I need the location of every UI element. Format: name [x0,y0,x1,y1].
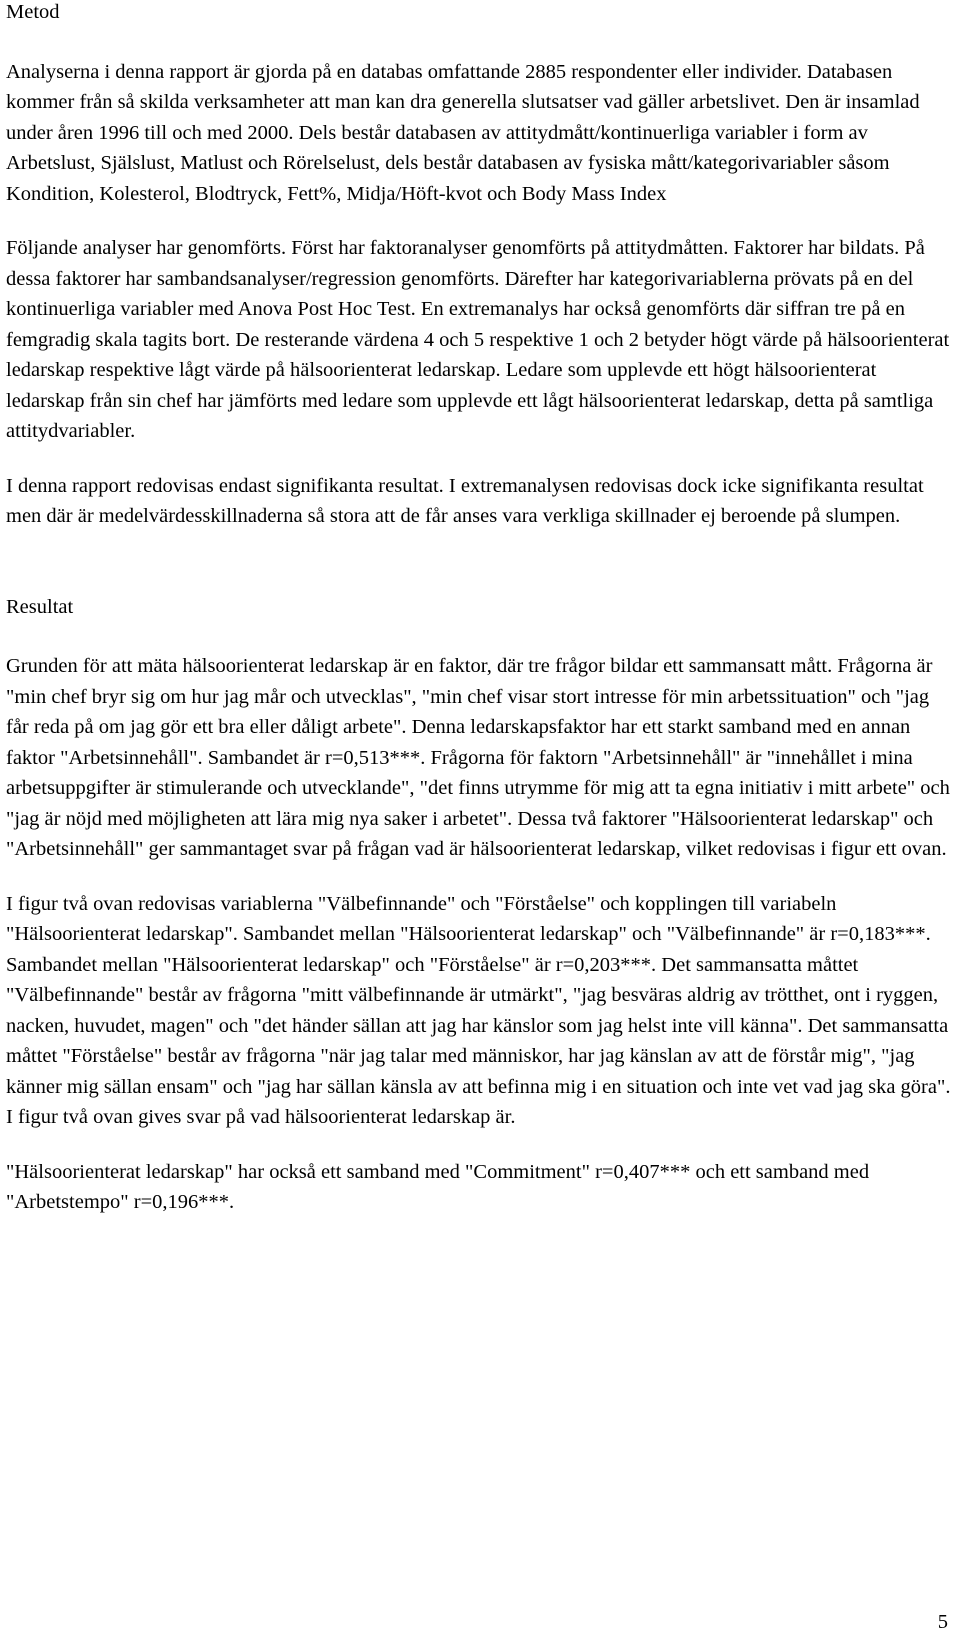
document-page [6,0,954,1218]
metod-paragraph-1: Analyserna i denna rapport är gjorda på en databas omfattande 2885 respondenter eller individer. Databasen kommer från så skilda verksamheter att man kan dra generella slutsatser vad gäller arbetslivet. Den är insamlad under åren 1996 till och med 2000. Dels består databasen av attitydmått/kontinuerliga variabler i form av Arbetslust, Själslust, Matlust och Rörelselust, dels består databasen av fysiska mått/kategorivariabler såsom Kondition, Kolesterol, Blodtryck, Fett%, Midja/Höft-kvot och Body Mass Index [6,60,920,205]
resultat-paragraph-2: I figur två ovan redovisas variablerna "Välbefinnande" och "Förståelse" och kopplingen till variabeln "Hälsoorienterat ledarskap". Sambandet mellan "Hälsoorienterat ledarskap" och "Välbefinnande" är r=0,183***. Sambandet mellan "Hälsoorienterat ledarskap" och "Förståelse" är r=0,203***. Det sammansatta måttet "Välbefinnande" består av frågorna "mitt välbefinnande är utmärkt", "jag besväras aldrig av trötthet, ont i ryggen, nacken, huvudet, magen" och "det händer sällan att jag har känslor som jag helst inte vill känna". Det sammansatta måttet "Förståelse" består av frågorna "när jag talar med människor, har jag känslan av att de förstår mig", "jag känner mig sällan ensam" och "jag har sällan känsla av att befinna mig i en situation och inte vet vad jag ska göra". I figur två ovan gives svar på vad hälsoorienterat ledarskap är. [6,892,951,1128]
resultat-paragraph-3: "Hälsoorienterat ledarskap" har också ett samband med "Commitment" r=0,407*** och ett samband med "Arbetstempo" r=0,196***. [6,1160,870,1213]
section-heading-metod: Metod [6,1,60,23]
resultat-paragraph-1: Grunden för att mäta hälsoorienterat ledarskap är en faktor, där tre frågor bildar ett sammansatt mått. Frågorna är "min chef bryr sig om hur jag mår och utvecklas", "min chef visar stort intresse för min arbetssituation" och "jag får reda på om jag gör ett bra eller dåligt arbete". Denna ledarskapsfaktor har ett starkt samband med en annan faktor "Arbetsinnehåll". Sambandet är r=0,513***. Frågorna för faktorn "Arbetsinnehåll" är "innehållet i mina arbetsuppgifter är stimulerande och utvecklande", "det finns utrymme för mig att ta egna initiativ i mitt arbete" och "jag är nöjd med möjligheten att lära mig nya saker i arbetet". Dessa två faktorer "Hälsoorienterat ledarskap" och "Arbetsinnehåll" ger sammantaget svar på frågan vad är hälsoorienterat ledarskap, vilket redovisas i figur ett ovan. [6,655,950,860]
metod-paragraph-2: Följande analyser har genomförts. Först har faktoranalyser genomförts på attitydmåtten. Faktorer har bildats. På dessa faktorer har sambandsanalyser/regression genomförts. Därefter har kategorivariablerna prövats på en del kontinuerliga variabler med Anova Post Hoc Test. En extremanalys har också genomförts där siffran tre på en femgradig skala tagits bort. De resterande värdena 4 och 5 respektive 1 och 2 betyder högt värde på hälsoorienterat ledarskap respektive lågt värde på hälsoorienterat ledarskap. Ledare som upplevde ett högt hälsoorienterat ledarskap från sin chef har jämförts med ledare som upplevde ett lågt hälsoorienterat ledarskap, detta på samtliga attitydvariabler. [6,237,950,442]
page-number: 5 [937,1611,948,1633]
metod-paragraph-3: I denna rapport redovisas endast signifikanta resultat. I extremanalysen redovisas dock icke signifikanta resultat men där är medelvärdesskillnaderna så stora att de får anses vara verkliga skillnader ej beroende på slumpen. [6,474,924,527]
section-heading-resultat: Resultat [6,595,74,618]
